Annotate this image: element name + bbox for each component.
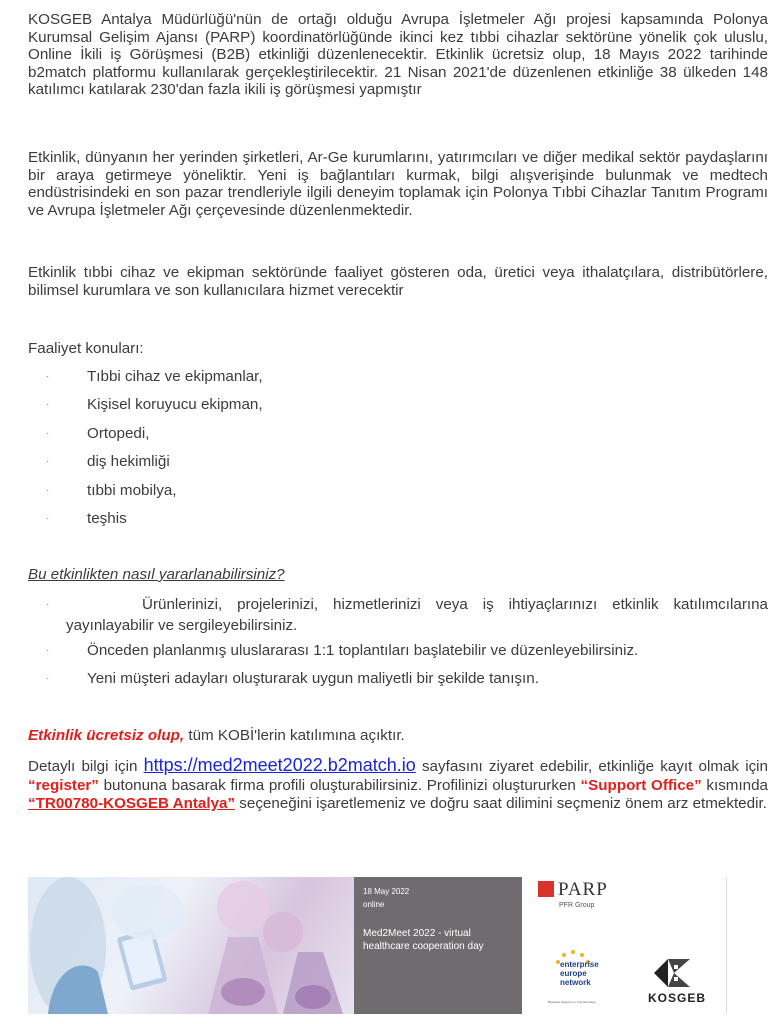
een-tagline: Business Support on Your Doorstep: [548, 1000, 596, 1004]
benefits-heading: Bu etkinlikten nasıl yararlanabilirsiniz?: [28, 566, 285, 583]
details-text: kısmında: [701, 776, 769, 794]
details-text: sayfasını ziyaret edebilir, etkinliğe kayıt olmak için: [415, 758, 768, 775]
een-line: network: [560, 978, 591, 987]
list-item-label: Ortopedi,: [87, 425, 150, 442]
details-text: seçeneğini işaretlemeniz ve doğru saat dilimini seçmeniz önem arz etmektedir.: [235, 795, 767, 812]
benefit-text: Yeni müşteri adayları oluşturarak uygun maliyetli bir şekilde tanışın.: [87, 670, 539, 687]
parp-logo: PARP: [558, 879, 608, 900]
list-item-label: teşhis: [87, 510, 127, 527]
banner-info-panel: [354, 877, 522, 1014]
een-line: enterprise: [560, 960, 599, 969]
list-item-label: Kişisel koruyucu ekipman,: [87, 396, 263, 413]
een-line: europe: [560, 969, 587, 978]
kosgeb-logo: KOSGEB: [648, 991, 707, 1005]
details-text: Detaylı bilgi için: [28, 758, 144, 775]
benefit-item-1: [46, 594, 768, 636]
office-option-term: “TR00780-KOSGEB Antalya”: [28, 795, 236, 812]
bullet-dot: ·: [46, 645, 50, 656]
bullet-dot: ·: [46, 673, 50, 684]
banner-date: 18 May 2022: [363, 887, 410, 896]
list-item-label: Tıbbi cihaz ve ekipmanlar,: [87, 368, 263, 385]
parp-logo-mark: [538, 881, 554, 897]
register-term: “register”: [28, 776, 99, 794]
details-text: butonuna basarak firma profili oluşturabilirsiniz. Profilinizi oluştururken: [98, 776, 581, 794]
free-emphasis: Etkinlik ücretsiz olup,: [28, 727, 185, 744]
support-office-term: “Support Office”: [580, 776, 702, 794]
banner-photo: [28, 877, 354, 1014]
purpose-paragraph: Etkinlik, dünyanın her yerinden şirketleri, Ar-Ge kurumlarını, yatırımcıları ve diğer medikal sektör paydaşlarını bir araya getirmeye yöneliktir. Yeni iş bağlantıları kurmak, bilgi alışverişinde bulunmak ve medtech endüstrisindeki en son pazar trendleriyle ilgili deneyim toplamak için Polonya Tıbbi Cihazlar Tanıtım Programı ve Avrupa İşletmeler Ağı çerçevesinde düzenlenmektedir.: [28, 149, 768, 219]
benefit-text: Önceden planlanmış uluslararası 1:1 toplantıları başlatebilir ve düzenleyebilirsiniz.: [87, 642, 639, 659]
free-note: [28, 727, 405, 745]
bullet-dot: ·: [46, 513, 50, 524]
list-item-label: tıbbi mobilya,: [87, 482, 177, 499]
banner-mode: online: [363, 900, 385, 909]
lab-illustration: [28, 877, 354, 1014]
bullet-dot: ·: [46, 428, 50, 439]
bullet-dot: ·: [46, 599, 50, 610]
audience-paragraph: Etkinlik tıbbi cihaz ve ekipman sektöründe faaliyet gösteren oda, üretici veya ithalatçılara, distribütörlere, bilimsel kurumlara ve son kullanıcılara hizmet verecektir: [28, 264, 768, 299]
kosgeb-logo-mark: [654, 959, 690, 987]
partner-logos: [522, 877, 727, 1014]
bullet-dot: ·: [46, 485, 50, 496]
banner-title: Med2Meet 2022 - virtual healthcare cooperation day: [363, 928, 484, 952]
free-rest: tüm KOBİ'lerin katılımına açıktır.: [184, 727, 405, 744]
bullet-dot: ·: [46, 399, 50, 410]
een-logo: [560, 960, 599, 987]
list-item-label: diş hekimliği: [87, 453, 170, 470]
bullet-dot: ·: [46, 456, 50, 467]
parp-subtitle: PFR Group: [559, 902, 595, 909]
event-link[interactable]: https://med2meet2022.b2match.io: [143, 755, 416, 775]
intro-paragraph: KOSGEB Antalya Müdürlüğü'nün de ortağı olduğu Avrupa İşletmeler Ağı projesi kapsamında Polonya Kurumsal Gelişim Ajansı (PARP) koordinatörlüğünde ikinci kez tıbbi cihazlar sektörüne yönelik çok uluslu, Online İkili iş Görüşmesi (B2B) etkinliği düzenlenecektir. Etkinlik ücretsiz olup, 18 Mayıs 2022 tarihinde b2match platformu kullanılarak gerçekleştirilecektir. 21 Nisan 2021'de düzenlenen etkinliğe 38 ülkeden 148 katılımcı katılarak 230'dan fazla ikili iş görüşmesi yapmıştır: [28, 11, 768, 99]
bullet-dot: ·: [46, 371, 50, 382]
benefit-text: Ürünlerinizi, projelerinizi, hizmetlerinizi veya iş ihtiyaçlarınızı etkinlik katılımcılarına yayınlayabilir ve sergileyebilirsiniz.: [66, 596, 768, 634]
topics-heading: Faaliyet konuları:: [28, 340, 144, 357]
details-paragraph: [28, 756, 768, 814]
